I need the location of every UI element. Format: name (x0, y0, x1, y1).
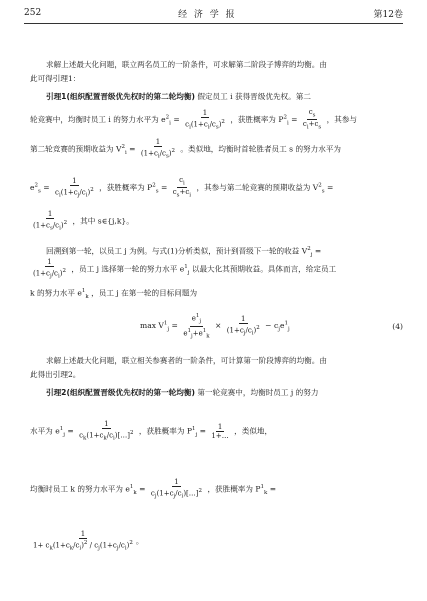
lemma-1-line-4: $e^2_s$ = $\frac{1}{c_i(1+c_j/c_i)^2}$ ，获胜概率为 $P^2_s$ = $\frac{c_i}{c_s+c_i}$ ，其参与第二轮竞赛的预期收益为 $V^2_s$ = (30, 176, 334, 199)
paragraph-1: 求解上述最大化问题，联立两名员工的一阶条件，可求解第二阶段子博弈的均衡。由 (46, 60, 327, 69)
journal-name: 经 济 学 报 (178, 9, 237, 20)
paragraph-3: 回溯到第一轮，以员工 j 为例。与式(1)分析类似，预计到晋级下一轮的收益 $V^2_j$ = (46, 246, 322, 259)
running-header (24, 6, 403, 20)
lemma-2-line-4: $\frac{1}{1+ c_k(1+c_k/c_i)^2 / c_j(1+c_j/c_i)^2}$ 。 (33, 530, 144, 552)
fraction: $\frac{1}{c_i(1+c_i/c_s)^2}$ (185, 108, 225, 131)
paragraph-4: 求解上述最大化问题，联立相关参赛者的一阶条件，可计算第一阶段博弈的均衡。由 (46, 356, 327, 365)
lemma-2-line-2: 水平为 $e^1_j$ = $\frac{1}{c_k(1+c_k/c_i)[\dots]^2}$ ，获胜概率为 $P^1_j$ = $\frac{1}{1+\dots}$ ，类似地， (30, 420, 273, 442)
volume-number: 第12卷 (373, 9, 403, 20)
lemma-1-line-2: 轮竞赛中，均衡时员工 i 的努力水平为 $e^2_i$ = $\frac{1}{c_i(1+c_i/c_s)^2}$ ，获胜概率为 $P^2_i$ = $\frac{c_s}{c_i+c_s}$ ，其参与 (30, 108, 358, 131)
paragraph-3-b: $\frac{1}{(1+c_j/c_i)^2}$ ，员工 j 选择第一轮的努力水平 $e^1_j$ 以最大化其预期收益。具体而言，给定员工 (33, 258, 337, 280)
equation-4: $\max V^1_j$ = $\frac{e^1_j}{e^1_j+e^1_k}$ × $\frac{1}{(1+c_j/c_i)^2}$ − $c_je^1_j$ (140, 313, 290, 340)
page-number: 252 (24, 8, 42, 18)
lemma-1-line-5: $\frac{1}{(1+c_s/c_i)^2}$ ，其中 s∈{j,k}。 (33, 210, 134, 232)
lemma-1-line-1: 引理1(组织配置晋级优先权时的第二轮均衡) 假定员工 i 获得晋级优先权。第二 (46, 92, 311, 101)
lemma-1-title: 引理1(组织配置晋级优先权时的第二轮均衡) (46, 92, 195, 101)
equation-number: (4) (392, 322, 403, 331)
lemma-2-line-1: 引理2(组织配置晋级优先权时的第一轮均衡) 第一轮竞赛中，均衡时员工 j 的努力 (46, 388, 319, 397)
lemma-1-line-3: 第二轮竞赛的预期收益为 $V^2_i$ = $\frac{1}{(1+c_i/c_s)^2}$ 。类似地，均衡时首轮胜者员工 s 的努力水平为 (30, 138, 342, 160)
paragraph-2: 此可得引理1： (30, 74, 81, 83)
paragraph-5: 此得出引理2。 (30, 370, 81, 379)
paragraph-3-c: k 的努力水平 $e^1_k$ ，员工 j 在第一轮的目标问题为 (30, 288, 198, 301)
lemma-2-line-3: 均衡时员工 k 的努力水平为 $e^1_k$ = $\frac{1}{c_j(1+c_j/c_i)[\dots]^2}$ ，获胜概率为 $P^1_k$ = (30, 478, 277, 500)
header-rule (24, 23, 403, 24)
lemma-2-title: 引理2(组织配置晋级优先权时的第一轮均衡) (46, 388, 195, 397)
